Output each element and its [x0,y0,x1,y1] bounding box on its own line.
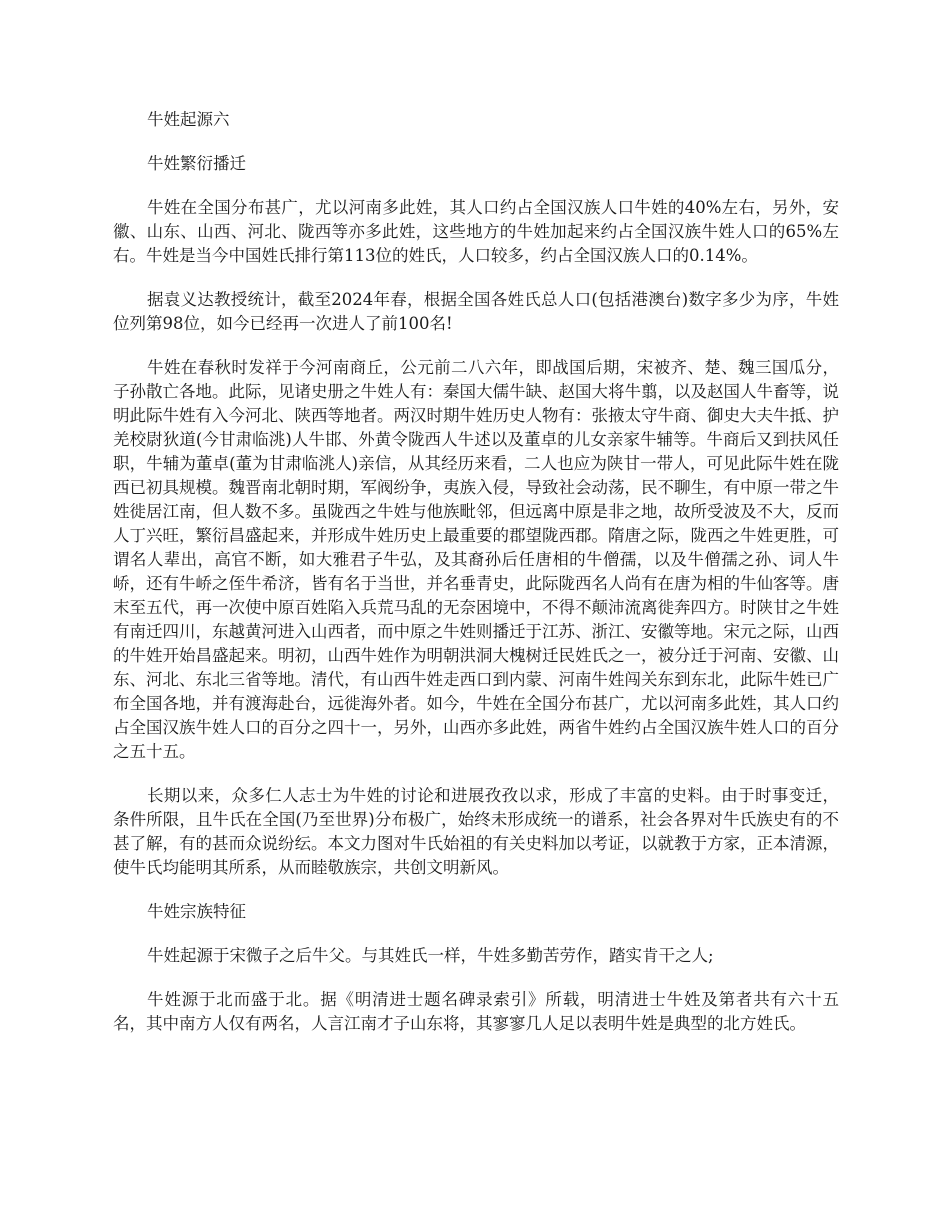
section-title-migration: 牛姓繁衍播迁 [147,154,246,173]
section-title-characteristics: 牛姓宗族特征 [147,902,246,921]
paragraph-distribution: 牛姓在全国分布甚广，尤以河南多此姓，其人口约占全国汉族人口牛姓的40%左右，另外，安徽、山东、山西、河北、陇西等亦多此姓，这些地方的牛姓加起来约占全国汉族牛姓人口的65%左右。牛姓是当今中国姓氏排行第113位的姓氏，人口较多，约占全国汉族人口的0.14%。 [113,198,839,265]
paragraph-research: 长期以来，众多仁人志士为牛姓的讨论和进展孜孜以求，形成了丰富的史料。由于时事变迁，条件所限，且牛氏在全国(乃至世界)分布极广，始终未形成统一的谱系，社会各界对牛氏族史有的不甚了解，有的甚而众说纷纭。本文力图对牛氏始祖的有关史料加以考证，以就教于方家，正本清源，使牛氏均能明其所系，从而睦敬族宗，共创文明新风。 [113,786,839,877]
paragraph-history: 牛姓在春秋时发祥于今河南商丘，公元前二八六年，即战国后期，宋被齐、楚、魏三国瓜分，子孙散亡各地。此际，见诸史册之牛姓人有：秦国大儒牛缺、赵国大将牛翦，以及赵国人牛畜等，说明此际牛姓有入今河北、陕西等地者。两汉时期牛姓历史人物有：张掖太守牛商、御史大夫牛抵、护羌校尉狄道(今甘肃临洮)人牛邯、外黄令陇西人牛述以及董卓的儿女亲家牛辅等。牛商后又到扶风任职，牛辅为董卓(董为甘肃临洮人)亲信，从其经历来看，二人也应为陕甘一带人，可见此际牛姓在陇西已初具规模。魏晋南北朝时期，军阀纷争，夷族入侵，导致社会动荡，民不聊生，有中原一带之牛姓徙居江南，但人数不多。虽陇西之牛姓与他族毗邻，但远离中原是非之地，故所受波及不大，反而人丁兴旺，繁衍昌盛起来，并形成牛姓历史上最重要的郡望陇西郡。隋唐之际，陇西之牛姓更胜，可谓名人辈出，高官不断，如大雅君子牛弘，及其裔孙后任唐相的牛僧孺，以及牛僧孺之孙、词人牛峤，还有牛峤之侄牛希济，皆有名于当世，并名垂青史，此际陇西名人尚有在唐为相的牛仙客等。唐末至五代，再一次使中原百姓陷入兵荒马乱的无奈困境中，不得不颠沛流离徙奔四方。时陕甘之牛姓有南迁四川，东越黄河进入山西者，而中原之牛姓则播迁于江苏、浙江、安徽等地。宋元之际，山西的牛姓开始昌盛起来。明初，山西牛姓作为明朝洪洞大槐树迁民姓氏之一，被分迁于河南、安徽、山东、河北、东北三省等地。清代，有山西牛姓走西口到内蒙、河南牛姓闯关东到东北，此际牛姓已广布全国各地，并有渡海赴台，远徙海外者。如今，牛姓在全国分布甚广，尤以河南多此姓，其人口约占全国汉族牛姓人口的百分之四十一，另外，山西亦多此姓，两省牛姓约占全国汉族牛姓人口的百分之五十五。 [113,358,839,761]
paragraph-north: 牛姓源于北而盛于北。据《明清进士题名碑录索引》所载，明清进士牛姓及第者共有六十五名，其中南方人仅有两名，人言江南才子山东将，其寥寥几人足以表明牛姓是典型的北方姓氏。 [113,990,839,1033]
paragraph-ranking: 据袁义达教授统计，截至2024年春，根据全国各姓氏总人口(包括港澳台)数字多少为序，牛姓位列第98位，如今已经再一次进人了前100名! [113,290,839,333]
document-body [113,108,839,1056]
section-title-origin: 牛姓起源六 [147,110,230,129]
paragraph-trait: 牛姓起源于宋微子之后牛父。与其姓氏一样，牛姓多勤苦劳作，踏实肯干之人; [147,946,714,965]
